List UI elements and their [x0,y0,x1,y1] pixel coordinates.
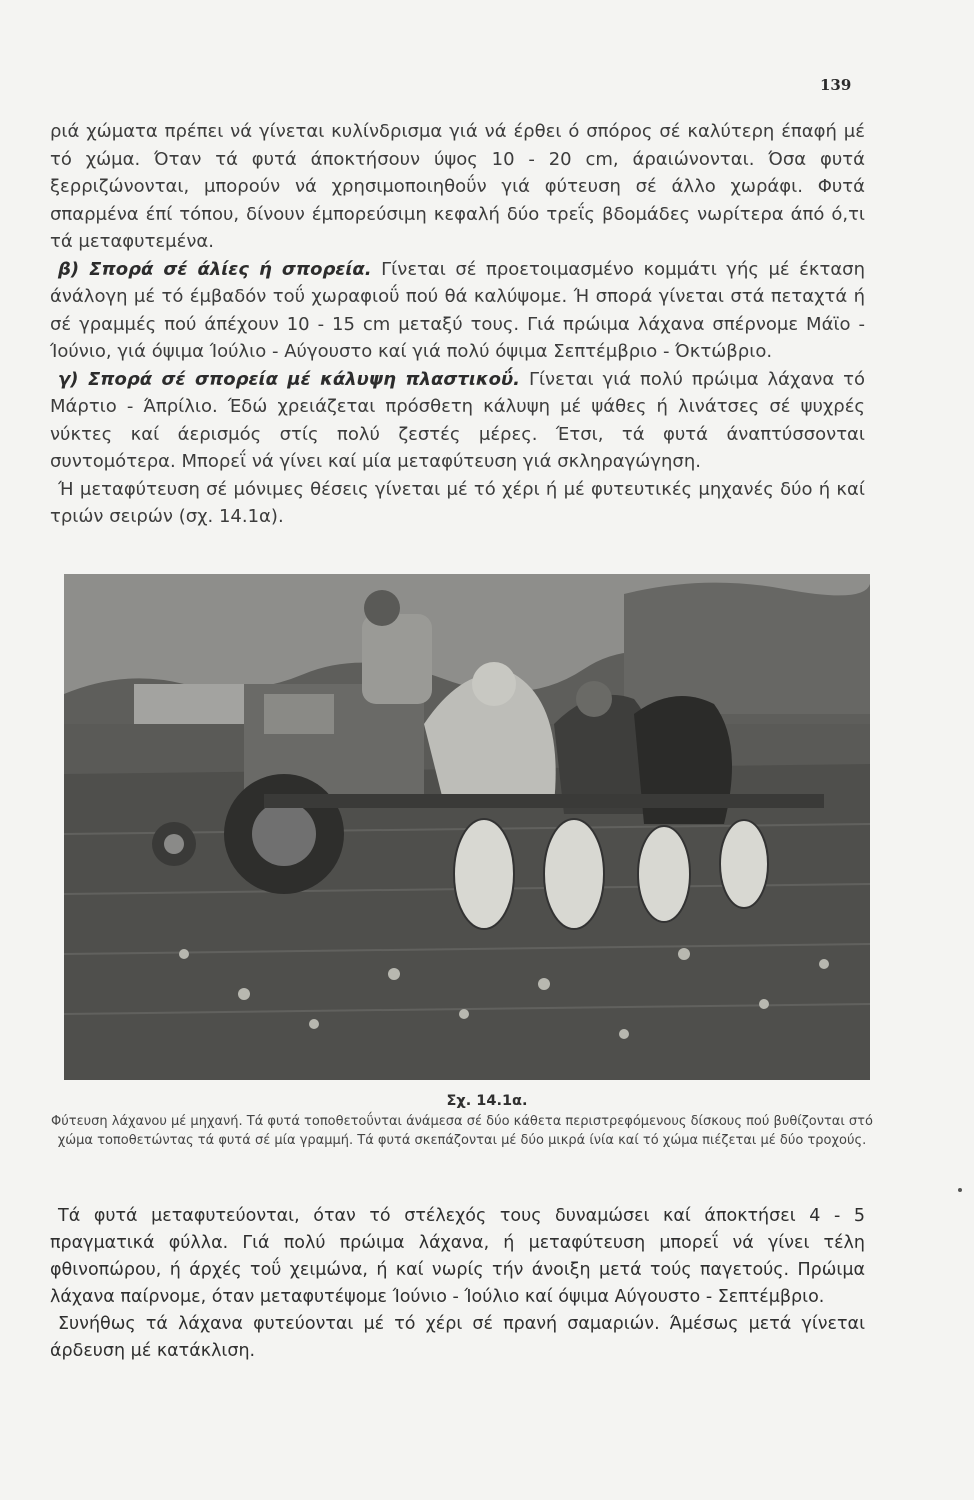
page-number: 139 [820,76,852,94]
paragraph-2 [50,256,865,366]
tractor-planting-photo [64,574,870,1080]
paragraph-3-text: Γίνεται γιά πολύ πρώιμα λάχανα τό Μάρτιο - Άπρίλιο. Έδώ χρειάζεται πρόσθετη κάλυψη μέ ψάθες ή λινάτσες σέ ψυχρές νύκτες καί άερισμός στίς πολύ ζεστές μέρες. Έτσι, τά φυτά άναπτύσσονται συντομότερα. Μπορεΐ νά γίνει καί μία μεταφύτευση γιά σκληραγώγηση. [50,368,865,472]
scan-speck [958,1188,962,1192]
figure-label: Σχ. 14.1α. [446,1093,528,1109]
section-heading-c: γ) Σπορά σέ σπορεία μέ κάλυψη πλαστικοΰ. [58,368,521,390]
body-text-bottom [50,1203,865,1365]
figure-caption: Φύτευση λάχανου μέ μηχανή. Τά φυτά τοποθετοΰνται άνάμεσα σέ δύο κάθετα περιστρεφόμενους δίσκους πού βυθίζονται στό χώμα τοποθετώντας τά φυτά σέ μία γραμμή. Τά φυτά σκεπάζονται μέ δύο μικρά ίνία καί τό χώμα πιέζεται μέ δύο τροχούς. [51,1114,873,1148]
section-heading-b: β) Σπορά σέ άλίες ή σπορεία. [58,258,372,280]
paragraph-2-text: Γίνεται σέ προετοιμασμένο κομμάτι γής μέ έκταση άνάλογη μέ τό έμβαδόν τοΰ χωραφιοΰ πού θά καλύψομε. Ή σπορά γίνεται στά πεταχτά ή σέ γραμμές πού άπέχουν 10 - 15 cm μεταξύ τους. Γιά πρώιμα λάχανα σπέρνομε Μάϊο - Ίούνιο, γιά όψιμα Ίούλιο - Αύγουστο καί γιά πολύ όψιμα Σεπτέμβριο - Όκτώβριο. [50,258,865,362]
figure-photo [64,574,870,1080]
body-text-top [50,118,865,531]
paragraph-5: Τά φυτά μεταφυτεύονται, όταν τό στέλεχός τους δυναμώσει καί άποκτήσει 4 - 5 πραγματικά φύλλα. Γιά πολύ πρώιμα λάχανα, ή μεταφύτευση μπορεΐ νά γίνει τέλη φθινοπώρου, ή άρχές τοΰ χειμώνα, ή καί νωρίς τήν άνοιξη μετά τούς παγετούς. Πρώιμα λάχανα παίρνομε, όταν μεταφυτέψομε Ίούνιο - Ίούλιο καί όψιμα Αύγουστο - Σεπτέμβριο. [50,1206,865,1307]
paragraph-1: ριά χώματα πρέπει νά γίνεται κυλίνδρισμα γιά νά έρθει ό σπόρος σέ καλύτερη έπαφή μέ τό χώμα. Όταν τά φυτά άποκτήσουν ύψος 10 - 20 cm, άραιώνονται. Όσα φυτά ξερριζώνονται, μπορούν νά χρησιμοποιηθοΰν γιά φύτευση σέ άλλο χωράφι. Φυτά σπαρμένα έπί τόπου, δίνουν έμπορεύσιμη κεφαλή δύο τρεΐς βδομάδες νωρίτερα άπό ό,τι τά μεταφυτεμένα. [50,121,865,252]
paragraph-4: Ή μεταφύτευση σέ μόνιμες θέσεις γίνεται μέ τό χέρι ή μέ φυτευτικές μηχανές δύο ή καί τριών σειρών (σχ. 14.1α). [50,478,865,527]
paragraph-6: Συνήθως τά λάχανα φυτεύονται μέ τό χέρι σέ πρανή σαμαριών. Άμέσως μετά γίνεται άρδευση μέ κατάκλιση. [50,1314,865,1361]
paragraph-3 [50,366,865,476]
